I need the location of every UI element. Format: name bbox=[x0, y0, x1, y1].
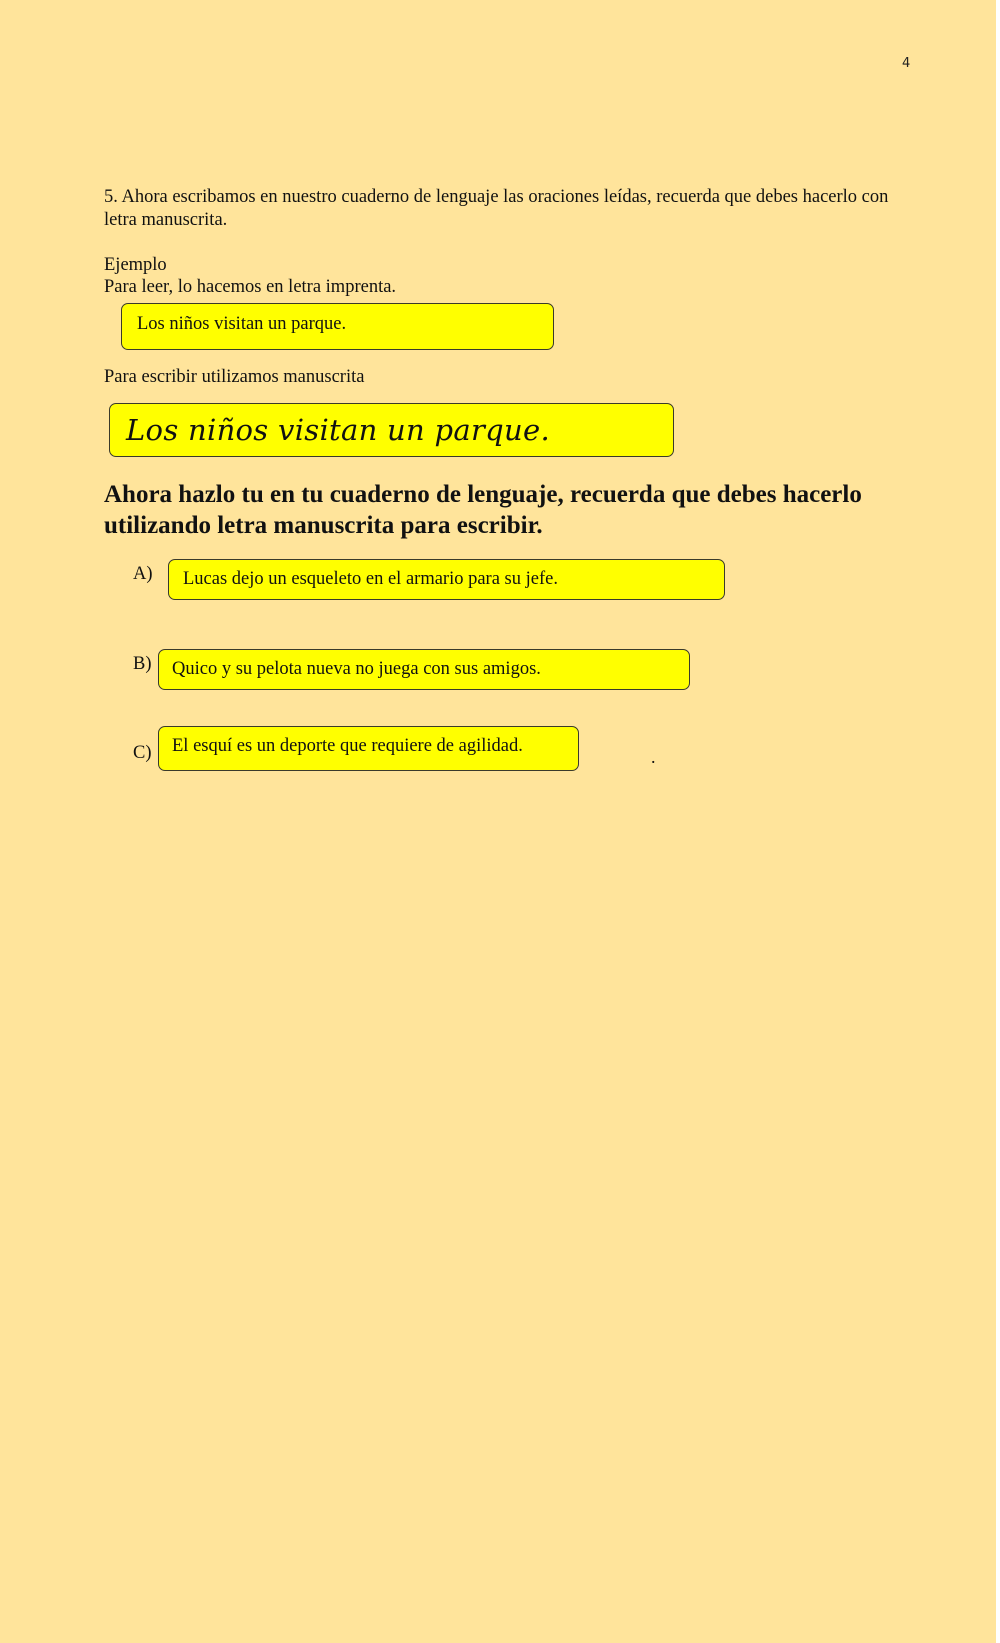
exercise-b-box bbox=[158, 649, 690, 690]
print-example-box bbox=[121, 303, 554, 350]
exercise-b-sentence: Quico y su pelota nueva no juega con sus amigos. bbox=[172, 659, 541, 679]
cursive-example-sentence: Los niños visitan un parque. bbox=[126, 413, 550, 447]
exercise-c-letter: C) bbox=[133, 743, 152, 763]
example-label: Ejemplo bbox=[104, 255, 167, 275]
stray-period-mark: . bbox=[651, 747, 656, 767]
exercise-a-letter: A) bbox=[133, 564, 153, 584]
task-heading: Ahora hazlo tu en tu cuaderno de lenguaje, recuerda que debes hacerlo utilizando letra manuscrita para escribir. bbox=[104, 481, 862, 539]
print-example-sentence: Los niños visitan un parque. bbox=[137, 314, 347, 334]
exercise-c-box bbox=[158, 726, 579, 771]
exercise-a-box bbox=[168, 559, 725, 600]
print-note: Para leer, lo hacemos en letra imprenta. bbox=[104, 277, 397, 297]
cursive-example-box bbox=[109, 403, 674, 457]
instruction-text: 5. Ahora escribamos en nuestro cuaderno de lenguaje las oraciones leídas, recuerda que debes hacerlo con letra manuscrita. bbox=[104, 187, 889, 230]
cursive-note: Para escribir utilizamos manuscrita bbox=[104, 367, 365, 387]
exercise-b-letter: B) bbox=[133, 654, 152, 674]
exercise-a-sentence: Lucas dejo un esqueleto en el armario para su jefe. bbox=[183, 569, 558, 589]
page-number: 4 bbox=[902, 56, 911, 71]
exercise-c-sentence: El esquí es un deporte que requiere de agilidad. bbox=[172, 736, 523, 756]
